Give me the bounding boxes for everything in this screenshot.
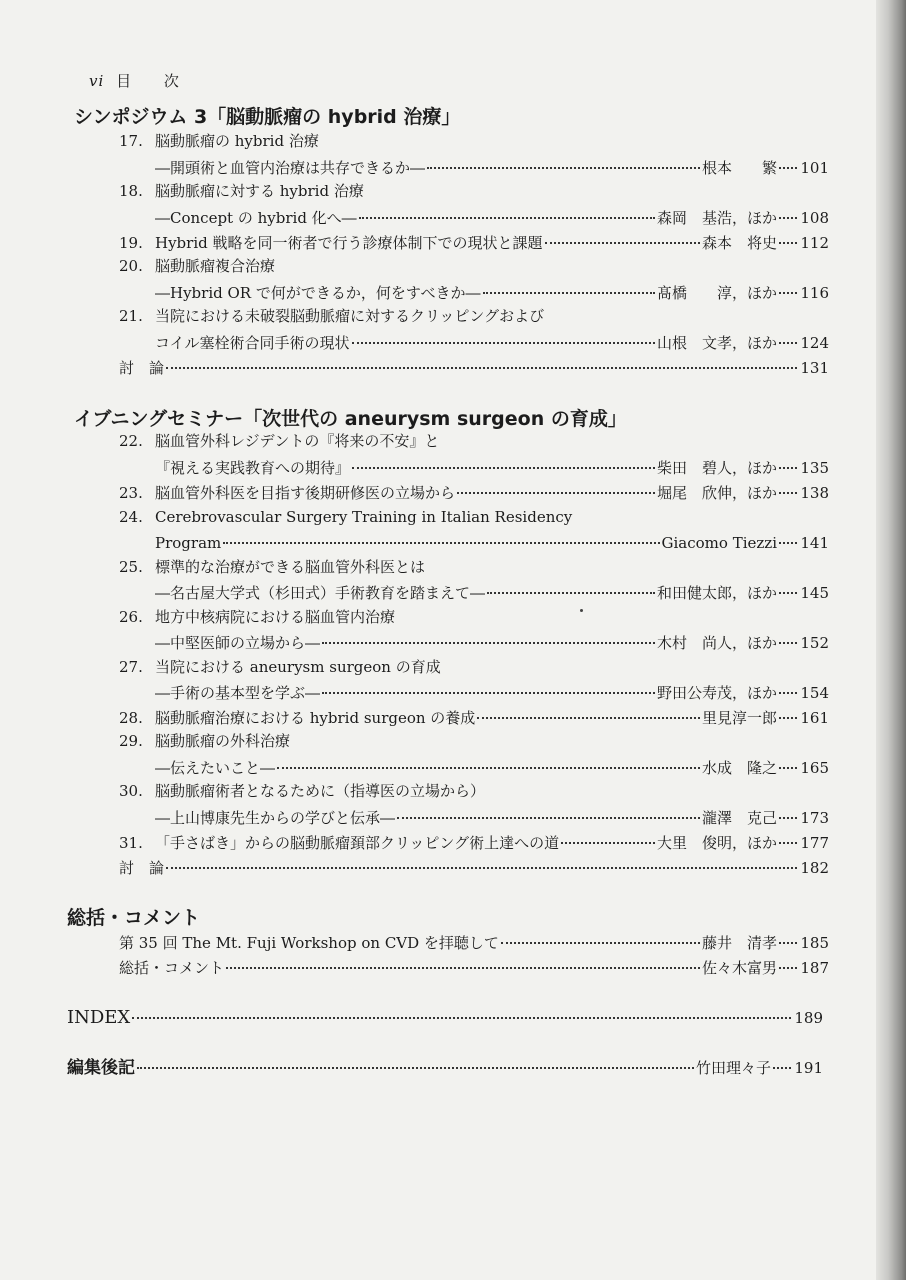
toc-entry-discussion-2: 討 論 182 — [119, 859, 829, 877]
toc-entry-17-line2: ―開頭術と血管内治療は共存できるか― 根本 繁 101 — [155, 159, 829, 177]
toc-entry-27-line2: ―手術の基本型を学ぶ― 野田公寿茂，ほか 154 — [155, 684, 829, 702]
toc-entry-28: 28. 脳動脈瘤治療における hybrid surgeon の養成 里見淳一郎 161 — [119, 709, 829, 727]
toc-entry-summary-comment: 総括・コメント 佐々木富男 187 — [119, 959, 829, 977]
toc-entry-29-line1: 29. 脳動脈瘤の外科治療 — [119, 732, 291, 750]
section-heading-evening-seminar: イブニングセミナー「次世代の aneurysm surgeon の育成」 — [74, 408, 627, 430]
toc-entry-27-line1: 27. 当院における aneurysm surgeon の育成 — [119, 658, 441, 676]
toc-entry-24-line1: 24. Cerebrovascular Surgery Training in Italian Residency — [119, 508, 573, 526]
toc-entry-21-line2: コイル塞栓術合同手術の現状 山根 文孝，ほか 124 — [155, 334, 829, 352]
toc-entry-discussion-1: 討 論 131 — [119, 359, 829, 377]
toc-entry-30-line1: 30. 脳動脈瘤術者となるために（指導医の立場から） — [119, 782, 486, 800]
running-head-page-number: vi — [89, 72, 105, 90]
toc-entry-19: 19. Hybrid 戦略を同一術者で行う診療体制下での現状と課題 森本 将史 112 — [119, 234, 829, 252]
toc-entry-24-line2: Program Giacomo Tiezzi 141 — [155, 534, 829, 552]
toc-entry-22-line2: 『視える実践教育への期待』 柴田 碧人，ほか 135 — [155, 459, 829, 477]
toc-entry-index: INDEX 189 — [67, 1007, 823, 1028]
toc-entry-30-line2: ―上山博康先生からの学びと伝承― 瀧澤 克己 173 — [155, 809, 829, 827]
toc-entry-26-line2: ―中堅医師の立場から― 木村 尚人，ほか 152 — [155, 634, 829, 652]
print-speck — [580, 609, 583, 612]
toc-entry-26-line1: 26. 地方中核病院における脳血管内治療 — [119, 608, 396, 626]
toc-entry-29-line2: ―伝えたいこと― 水成 隆之 165 — [155, 759, 829, 777]
toc-entry-editors-note: 編集後記 竹田理々子 191 — [67, 1058, 823, 1078]
toc-entry-20-line1: 20. 脳動脈瘤複合治療 — [119, 257, 276, 275]
toc-entry-25-line2: ―名古屋大学式（杉田式）手術教育を踏まえて― 和田健太郎，ほか 145 — [155, 584, 829, 602]
toc-entry-21-line1: 21. 当院における未破裂脳動脈瘤に対するクリッピングおよび — [119, 307, 545, 325]
toc-entry-17-line1: 17. 脳動脈瘤の hybrid 治療 — [119, 132, 319, 150]
section-heading-summary: 総括・コメント — [67, 907, 201, 929]
toc-entry-22-line1: 22. 脳血管外科レジデントの『将来の不安』と — [119, 432, 440, 450]
page-binding-shadow — [876, 0, 906, 1280]
toc-entry-20-line2: ―Hybrid OR で何ができるか，何をすべきか― 髙橋 淳，ほか 116 — [155, 284, 829, 302]
toc-entry-mt-fuji: 第 35 回 The Mt. Fuji Workshop on CVD を拝聴して 藤井 清孝 185 — [119, 934, 829, 952]
section-heading-symposium: シンポジウム 3「脳動脈瘤の hybrid 治療」 — [74, 106, 461, 128]
entry-title: 脳動脈瘤の hybrid 治療 — [155, 132, 319, 150]
toc-entry-18-line1: 18. 脳動脈瘤に対する hybrid 治療 — [119, 182, 364, 200]
running-head — [89, 70, 193, 91]
toc-entry-31: 31. 「手さばき」からの脳動脈瘤頚部クリッピング術上達への道 大里 俊明，ほか 177 — [119, 834, 829, 852]
toc-entry-18-line2: ―Concept の hybrid 化へ― 森岡 基浩，ほか 108 — [155, 209, 829, 227]
running-head-title: 目 次 — [116, 72, 193, 90]
entry-page: 101 — [800, 159, 829, 177]
entry-author: 根本 繁 — [701, 159, 777, 177]
toc-entry-23: 23. 脳血管外科医を目指す後期研修医の立場から 堀尾 欣伸，ほか 138 — [119, 484, 829, 502]
toc-entry-25-line1: 25. 標準的な治療ができる脳血管外科医とは — [119, 558, 426, 576]
